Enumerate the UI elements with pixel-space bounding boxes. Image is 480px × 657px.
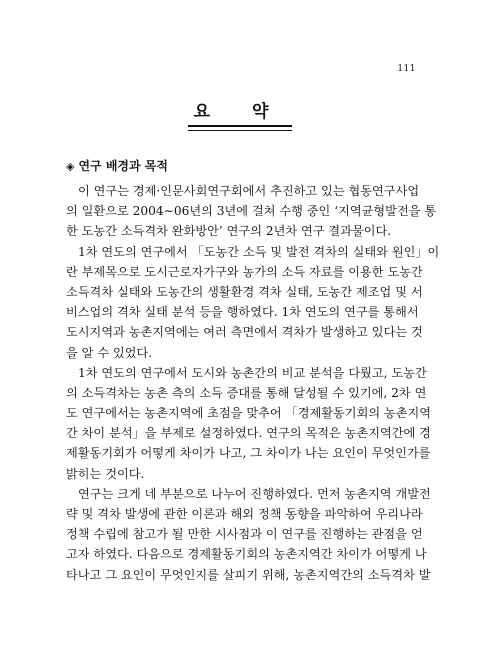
page-title: 요 약 — [193, 102, 287, 122]
text-line: 의 소득격차는 농촌 측의 소득 증대를 통해 달성될 수 있기에, 2차 연 — [66, 385, 427, 400]
text-line: 고자 하였다. 다음으로 경제활동기회의 농촌지역간 차이가 어떻게 나 — [66, 547, 427, 562]
text-line: 1차 연도의 연구에서 「도농간 소득 및 발전 격차의 실태와 원인」이 — [78, 244, 440, 259]
text-line: 1차 연도의 연구에서 도시와 농촌간의 비교 분석을 다뤘고, 도농간 — [78, 365, 427, 380]
text-line: 이 연구는 경제·인문사회연구회에서 추진하고 있는 협동연구사업 — [78, 184, 420, 198]
text-line: 비스업의 격차 실태 분석 등을 행하였다. 1차 연도의 연구를 통해서 — [66, 305, 419, 320]
text-line: 밝히는 것이다. — [66, 466, 145, 481]
text-line: 도시지역과 농촌지역에는 여러 측면에서 격차가 발생하고 있다는 것 — [66, 325, 423, 340]
title-underline-thin — [188, 130, 292, 131]
text-line: 제활동기회가 어떻게 차이가 나고, 그 차이가 나는 요인이 무엇인가를 — [66, 446, 431, 461]
text-line: 의 일환으로 2004∼06년의 3년에 걸쳐 수행 중인 ‘지역균형발전을 통 — [66, 204, 437, 219]
text-line: 타나고 그 요인이 무엇인지를 살피기 위해, 농촌지역간의 소득격차 발 — [66, 567, 431, 582]
section-heading-text: 연구 배경과 목적 — [78, 159, 168, 173]
title-underline-thick — [188, 125, 292, 127]
section-heading — [66, 157, 168, 174]
text-line: 란 부제목으로 도시근로자가구와 농가의 소득 자료를 이용한 도농간 — [66, 264, 423, 279]
page-number: 111 — [397, 64, 416, 74]
text-line: 소득격차 실태와 도농간의 생활환경 격차 실태, 도농간 제조업 및 서 — [66, 284, 423, 299]
text-line: 을 알 수 있었다. — [66, 345, 153, 360]
text-line: 략 및 격차 발생에 관한 이론과 해외 정책 동향을 파악하여 우리나라 — [66, 507, 423, 521]
text-line: 연구는 크게 네 부분으로 나누어 진행하였다. 먼저 농촌지역 개발전 — [78, 486, 431, 501]
text-line: 정책 수립에 참고가 될 만한 시사점과 이 연구를 진행하는 관점을 얻 — [66, 527, 423, 542]
text-line: 간 차이 분석」을 부제로 설정하였다. 연구의 목적은 농촌지역간에 경 — [66, 426, 431, 441]
diamond-bullet-icon: ◈ — [66, 160, 75, 173]
body-text — [66, 181, 440, 585]
text-line: 도 연구에서는 농촌지역에 초점을 맞추어 「경제활동기회의 농촌지역 — [66, 406, 432, 421]
text-line: 한 도농간 소득격차 완화방안’ 연구의 2년차 연구 결과물이다. — [66, 224, 392, 239]
